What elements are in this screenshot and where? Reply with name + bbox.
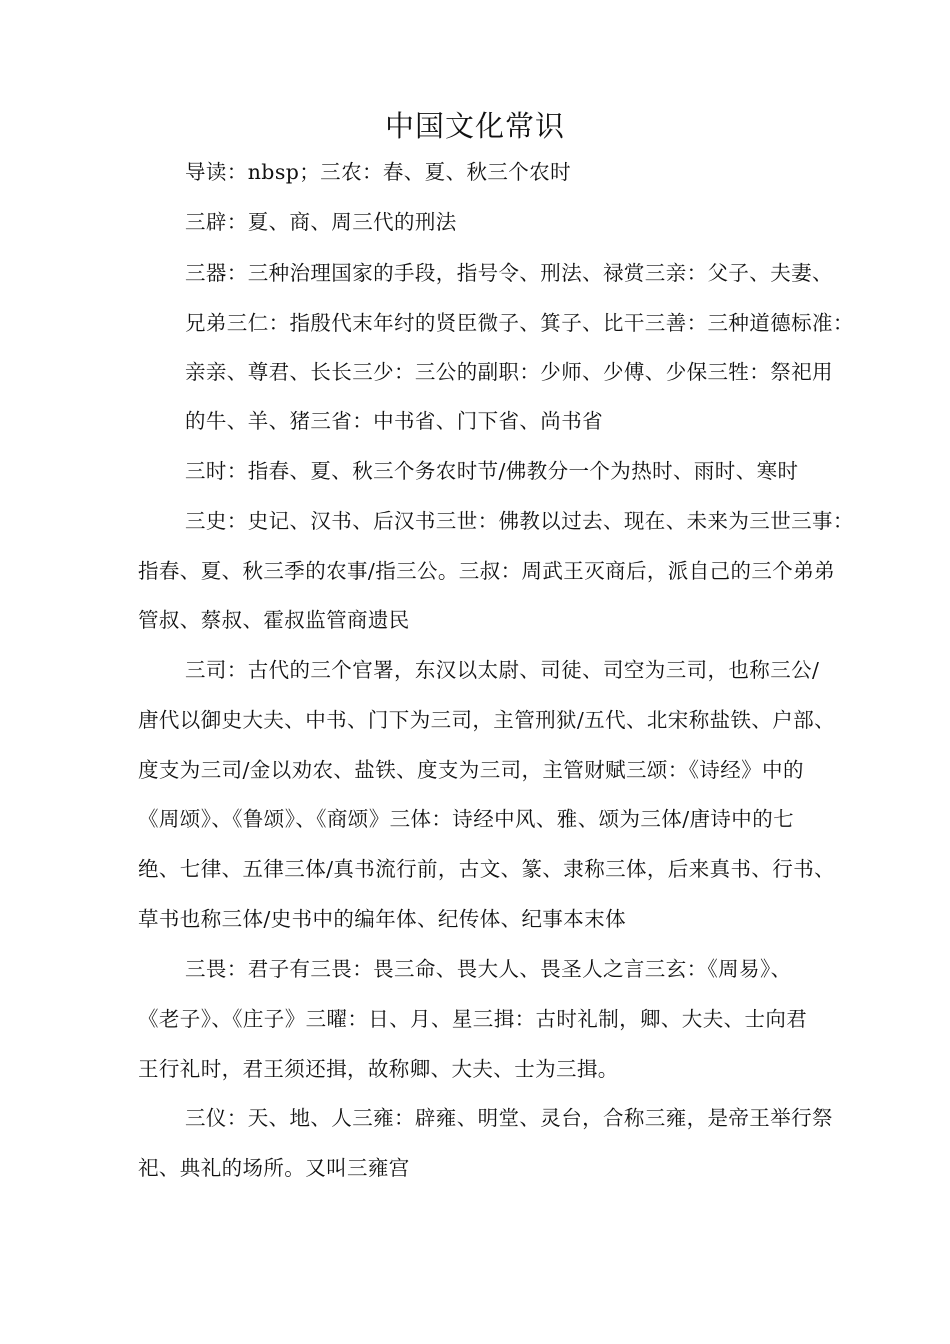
text-line: 《老子》、《庄子》三曜：日、月、星三揖：古时礼制，卿、大夫、士向君 (138, 1007, 808, 1031)
text-line: 唐代以御史大夫、中书、门下为三司，主管刑狱/五代、北宋称盐铁、户部、 (138, 708, 836, 732)
text-line: 导读：nbsp；三农：春、夏、秋三个农时 (185, 160, 571, 184)
document-title: 中国文化常识 (384, 109, 565, 143)
text-line: 三器：三种治理国家的手段，指号令、刑法、禄赏三亲：父子、夫妻、 (185, 261, 833, 285)
text-line: 三仪：天、地、人三雍：辟雍、明堂、灵台，合称三雍，是帝王举行祭 (185, 1106, 833, 1130)
text-line: 草书也称三体/史书中的编年体、纪传体、纪事本末体 (138, 907, 627, 931)
text-line: 三史：史记、汉书、后汉书三世：佛教以过去、现在、未来为三世三事： (185, 509, 854, 533)
text-line: 度支为三司/金以劝农、盐铁、度支为三司，主管财赋三颂：《诗经》中的 (138, 758, 804, 782)
text-line: 祀、典礼的场所。又叫三雍宫 (138, 1156, 410, 1180)
text-line: 指春、夏、秋三季的农事/指三公。三叔：周武王灭商后，派自己的三个弟弟 (138, 559, 836, 583)
text-line: 王行礼时，君王须还揖，故称卿、大夫、士为三揖。 (138, 1057, 619, 1081)
text-line: 管叔、蔡叔、霍叔监管商遗民 (138, 608, 410, 632)
text-line: 三畏：君子有三畏：畏三命、畏大人、畏圣人之言三玄：《周易》、 (185, 957, 792, 981)
text-line: 三司：古代的三个官署，东汉以太尉、司徒、司空为三司，也称三公/ (185, 658, 820, 682)
text-line: 《周颂》、《鲁颂》、《商颂》三体：诗经中风、雅、颂为三体/唐诗中的七 (138, 807, 795, 831)
text-line: 兄弟三仁：指殷代末年纣的贤臣微子、箕子、比干三善：三种道德标准： (185, 311, 854, 335)
text-line: 的牛、羊、猪三省：中书省、门下省、尚书省 (185, 409, 603, 433)
text-line: 三辟：夏、商、周三代的刑法 (185, 210, 457, 234)
text-line: 亲亲、尊君、长长三少：三公的副职：少师、少傅、少保三牲：祭祀用 (185, 360, 833, 384)
text-line: 绝、七律、五律三体/真书流行前，古文、篆、隶称三体，后来真书、行书、 (138, 857, 836, 881)
text-line: 三时：指春、夏、秋三个务农时节/佛教分一个为热时、雨时、寒时 (185, 459, 799, 483)
